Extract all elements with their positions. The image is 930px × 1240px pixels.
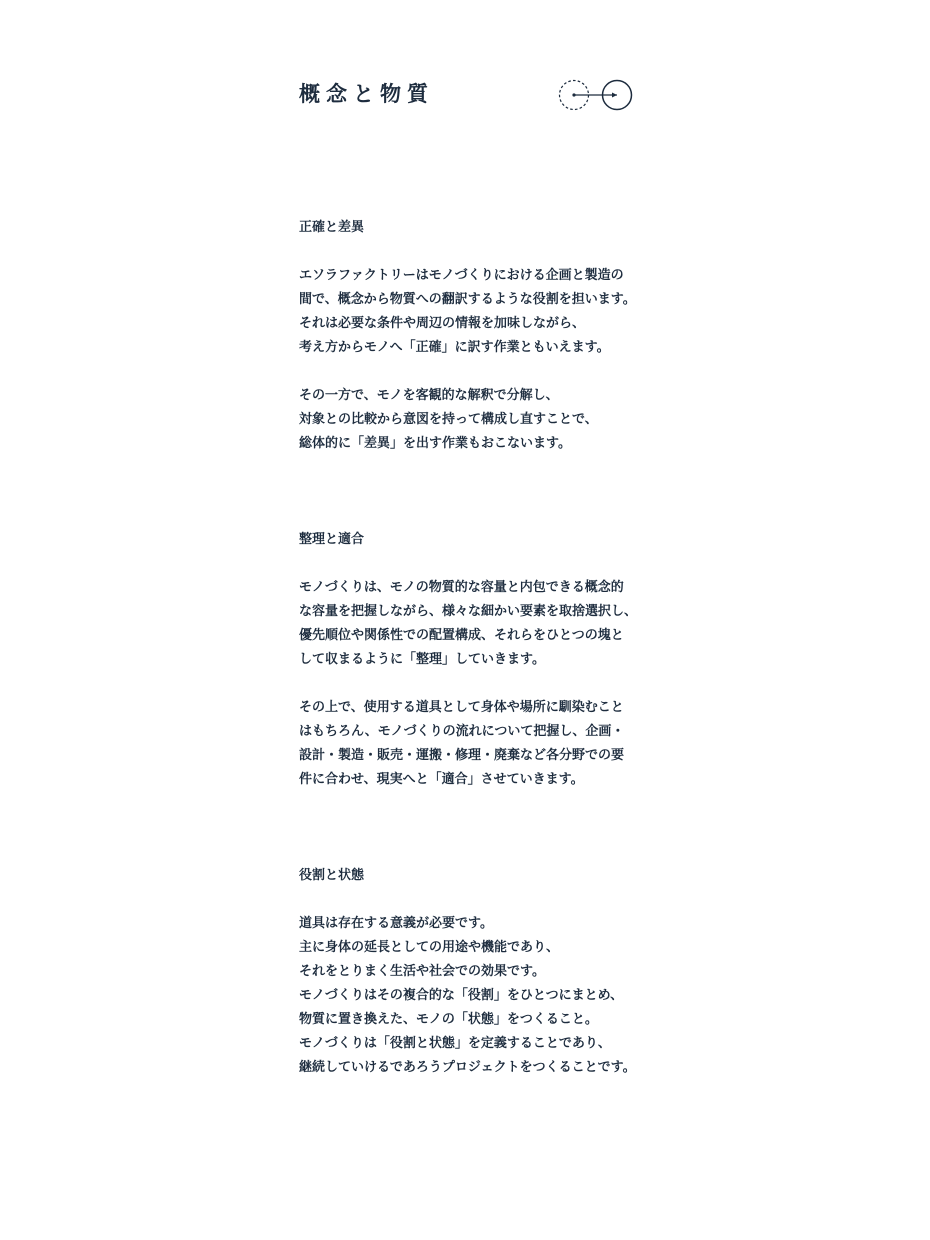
- paragraph-line: 件に合わせ、現実へと「適合」させていきます。: [299, 772, 584, 787]
- page-header: [299, 78, 633, 112]
- paragraph-line: 総体的に「差異」を出す作業もおこないます。: [299, 436, 571, 451]
- paragraph-line: 物質に置き換えた、モノの「状態」をつくること。: [299, 1012, 598, 1027]
- paragraph-line: モノづくりはその複合的な「役割」をひとつにまとめ、: [299, 988, 624, 1003]
- concept-to-matter-logo-icon: [558, 78, 634, 112]
- paragraph-line: それは必要な条件や周辺の情報を加味しながら、: [299, 316, 586, 331]
- paragraph-line: その上で、使用する道具として身体や場所に馴染むこと: [299, 700, 624, 715]
- paragraph-line: その一方で、モノを客観的な解釈で分解し、: [299, 388, 559, 403]
- section-heading: 整理と適合: [299, 532, 365, 547]
- paragraph-line: 優先順位や関係性での配置構成、それらをひとつの塊と: [299, 628, 624, 643]
- paragraph-line: して収まるように「整理」していきます。: [299, 652, 545, 667]
- section-heading: 正確と差異: [299, 220, 365, 235]
- paragraph-line: モノづくりは「役割と状態」を定義することであり、: [299, 1036, 611, 1051]
- paragraph-line: 間で、概念から物質への翻訳するような役割を担います。: [299, 292, 636, 307]
- section-paragraph: [299, 264, 639, 360]
- paragraph-line: はもちろん、モノづくりの流れについて把握し、企画・: [299, 724, 625, 739]
- paragraph-line: 継続していけるであろうプロジェクトをつくることです。: [299, 1060, 636, 1075]
- section-organization-and-adaptation: [299, 528, 639, 792]
- section-paragraph: [299, 696, 639, 792]
- paragraph-line: エソラファクトリーはモノづくりにおける企画と製造の: [299, 268, 624, 283]
- section-role-and-state: [299, 864, 639, 1080]
- paragraph-line: 主に身体の延長としての用途や機能であり、: [299, 940, 560, 955]
- paragraph-line: な容量を把握しながら、様々な細かい要素を取捨選択し、: [299, 604, 638, 619]
- section-heading: 役割と状態: [299, 868, 365, 883]
- section-paragraph: [299, 384, 639, 456]
- paragraph-line: 考え方からモノへ「正確」に訳す作業ともいえます。: [299, 340, 610, 355]
- page-title: 概念と物質: [299, 82, 434, 106]
- paragraph-line: 設計・製造・販売・運搬・修理・廃棄など各分野での要: [299, 748, 625, 763]
- paragraph-line: 道具は存在する意義が必要です。: [299, 916, 493, 931]
- paragraph-line: モノづくりは、モノの物質的な容量と内包できる概念的: [299, 580, 624, 595]
- section-paragraph: [299, 576, 639, 672]
- section-precision-and-difference: [299, 216, 639, 456]
- section-paragraph: [299, 912, 639, 1080]
- paragraph-line: それをとりまく生活や社会での効果です。: [299, 964, 545, 979]
- paragraph-line: 対象との比較から意図を持って構成し直すことで、: [299, 412, 598, 427]
